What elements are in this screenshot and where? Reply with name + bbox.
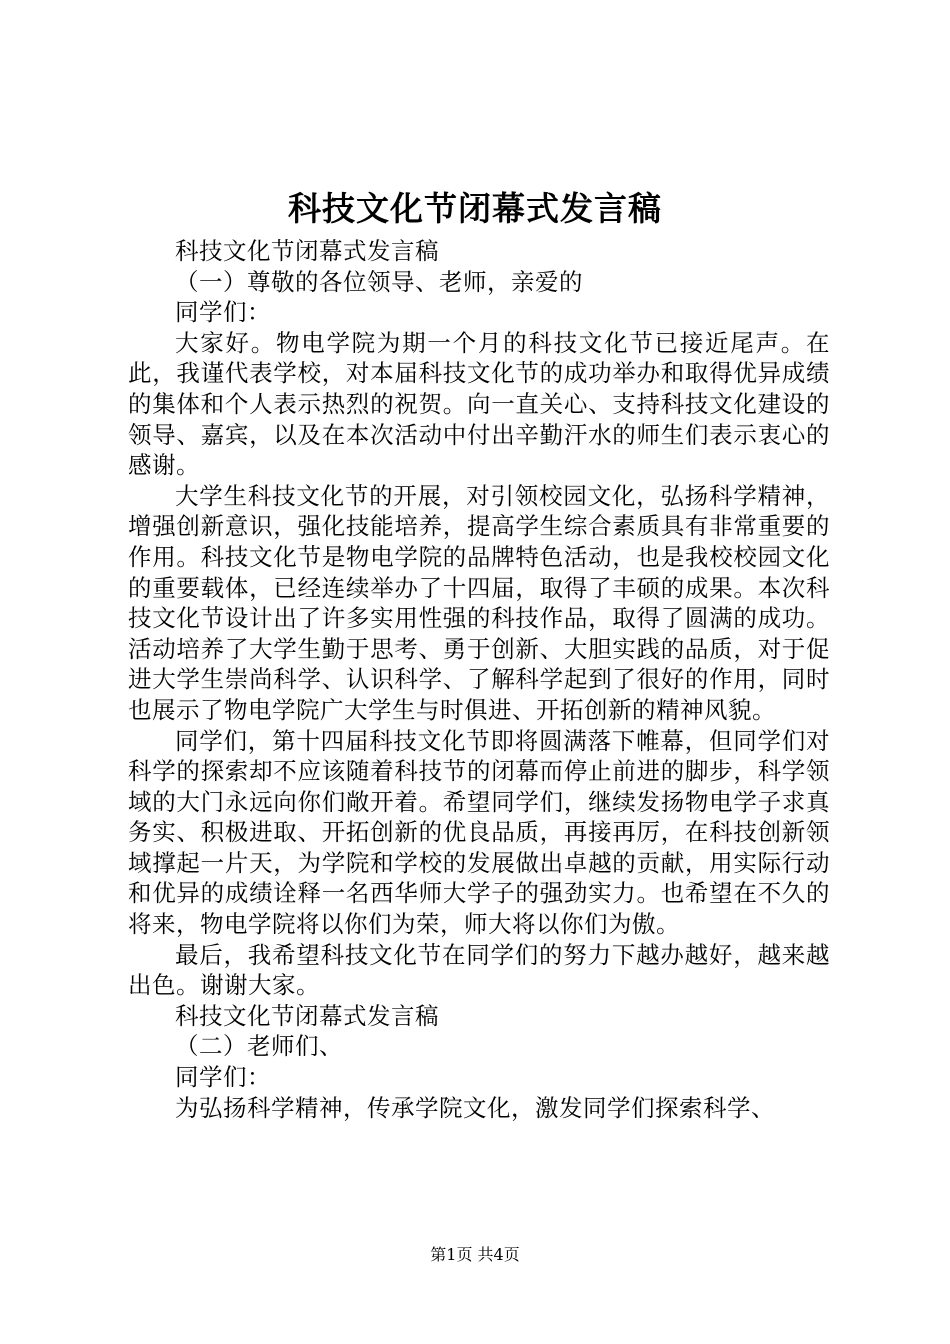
paragraph: 最后，我希望科技文化节在同学们的努力下越办越好，越来越出色。谢谢大家。 — [128, 940, 830, 1000]
paragraph: 大学生科技文化节的开展，对引领校园文化，弘扬科学精神，增强创新意识，强化技能培养，提高学生综合素质具有非常重要的作用。科技文化节是物电学院的品牌特色活动，也是我校校园文化的重要载体，已经连续举办了十四届，取得了丰硕的成果。本次科技文化节设计出了许多实用性强的科技作品，取得了圆满的成功。活动培养了大学生勤于思考、勇于创新、大胆实践的品质，对于促进大学生崇尚科学、认识科学、了解科学起到了很好的作用，同时也展示了物电学院广大学生与时俱进、开拓创新的精神风貌。 — [128, 481, 830, 724]
document-title: 科技文化节闭幕式发言稿 — [288, 189, 662, 228]
paragraph: 为弘扬科学精神，传承学院文化，激发同学们探索科学、 — [175, 1093, 775, 1122]
paragraph: 同学们： — [175, 298, 271, 327]
paragraph: 科技文化节闭幕式发言稿 — [175, 1001, 439, 1030]
paragraph: 同学们，第十四届科技文化节即将圆满落下帷幕，但同学们对科学的探索却不应该随着科技节的闭幕而停止前进的脚步，科学领域的大门永远向你们敞开着。希望同学们，继续发扬物电学子求真务实、积极进取、开拓创新的优良品质，再接再厉，在科技创新领域撑起一片天，为学院和学校的发展做出卓越的贡献，用实际行动和优异的成绩诠释一名西华师大学子的强劲实力。也希望在不久的将来，物电学院将以你们为荣，师大将以你们为傲。 — [128, 726, 830, 939]
document-body — [128, 236, 830, 1123]
paragraph: （一）尊敬的各位领导、老师，亲爱的 — [175, 267, 583, 296]
paragraph: 科技文化节闭幕式发言稿 — [175, 237, 439, 265]
paragraph: 大家好。物电学院为期一个月的科技文化节已接近尾声。在此，我谨代表学校，对本届科技文化节的成功举办和取得优异成绩的集体和个人表示热烈的祝贺。向一直关心、支持科技文化建设的领导、嘉宾，以及在本次活动中付出辛勤汗水的师生们表示衷心的感谢。 — [128, 328, 830, 480]
paragraph: （二）老师们、 — [175, 1032, 343, 1061]
paragraph: 同学们： — [175, 1063, 271, 1092]
page-footer: 第1页 共4页 — [430, 1245, 520, 1264]
